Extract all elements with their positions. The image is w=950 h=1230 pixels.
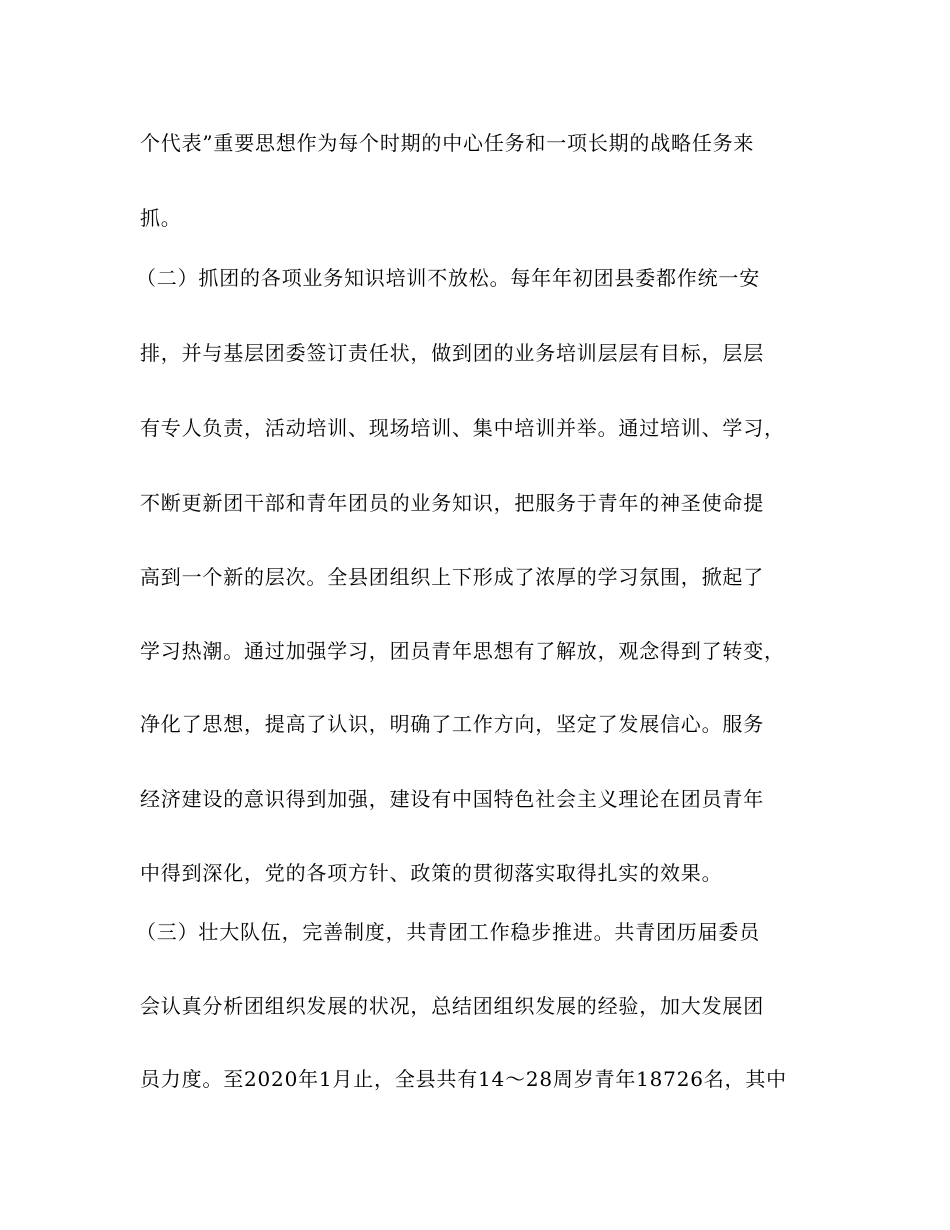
text-line: 中得到深化，党的各项方针、政策的贯彻落实取得扎实的效果。	[140, 861, 723, 885]
text-line: 抓。	[140, 206, 182, 230]
text-line: 不断更新团干部和青年团员的业务知识，把服务于青年的神圣使命提	[140, 491, 764, 515]
text-line: 有专人负责，活动培训、现场培训、集中培训并举。通过培训、学习，	[140, 416, 785, 440]
text-line: 个代表”重要思想作为每个时期的中心任务和一项长期的战略任务来	[140, 131, 755, 155]
text-line: 经济建设的意识得到加强，建设有中国特色社会主义理论在团员青年	[140, 787, 764, 811]
text-line: 学习热潮。通过加强学习，团员青年思想有了解放，观念得到了转变，	[140, 639, 785, 663]
text-line: 排，并与基层团委签订责任状，做到团的业务培训层层有目标，层层	[140, 341, 764, 365]
text-line: 员力度。至2020年1月止，全县共有14～28周岁青年18726名，其中	[140, 1067, 787, 1091]
section-heading-line: （二）抓团的各项业务知识培训不放松。每年年初团县委都作统一安	[136, 266, 760, 290]
text-line: 高到一个新的层次。全县团组织上下形成了浓厚的学习氛围，掀起了	[140, 565, 764, 589]
text-line: 会认真分析团组织发展的状况，总结团组织发展的经验，加大发展团	[140, 994, 764, 1018]
section-heading-line: （三）壮大队伍，完善制度，共青团工作稳步推进。共青团历届委员	[136, 920, 760, 944]
text-line: 净化了思想，提高了认识，明确了工作方向，坚定了发展信心。服务	[140, 712, 764, 736]
